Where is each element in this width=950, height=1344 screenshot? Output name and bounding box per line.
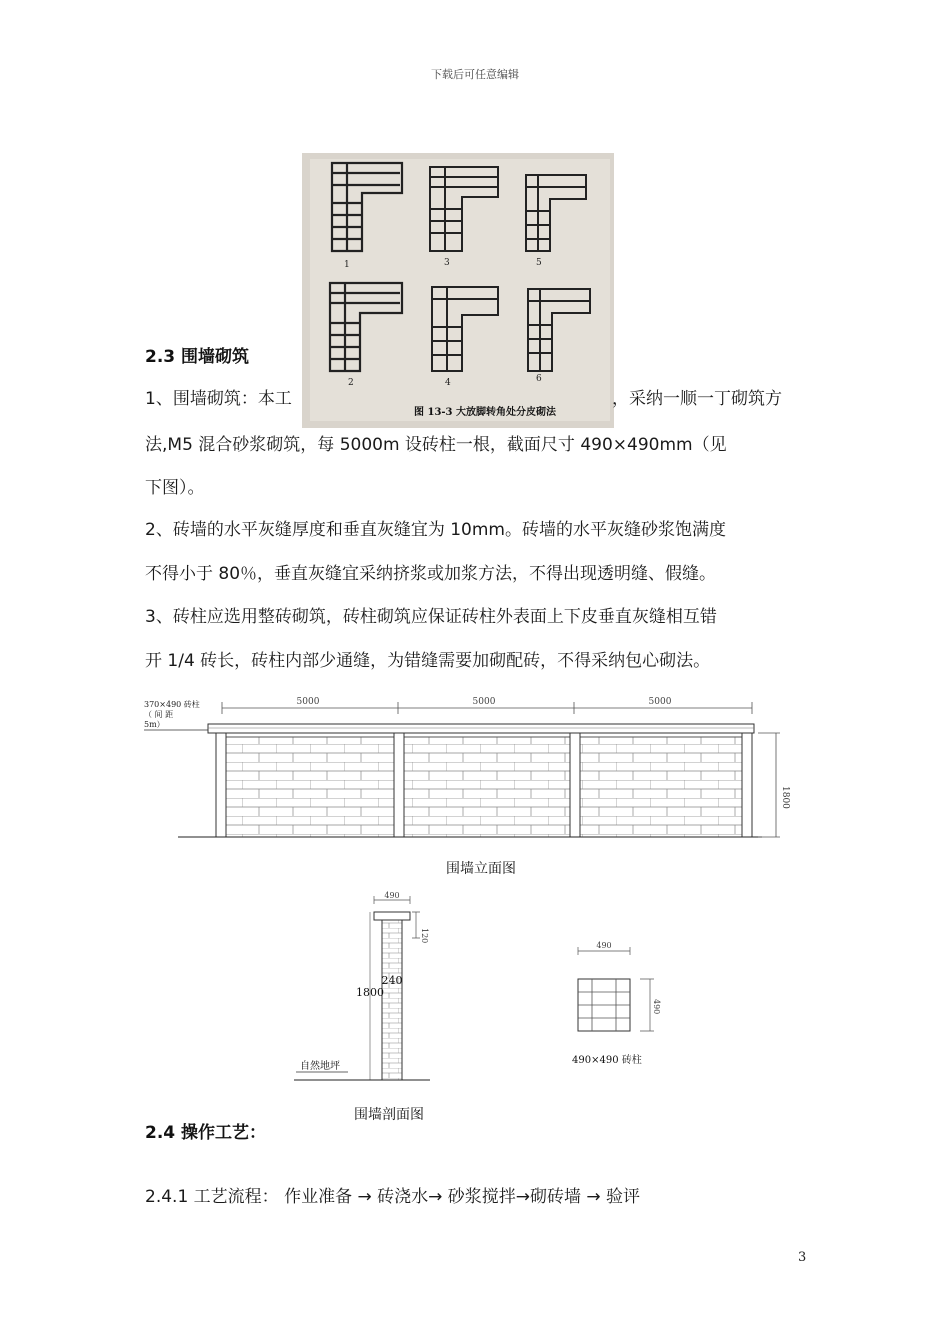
fig-number: 5: [536, 258, 542, 268]
pier-plan-drawing: [570, 935, 680, 1070]
page-number: 3: [798, 1250, 807, 1265]
fig-number: 6: [536, 374, 542, 384]
pier-note: 5m）: [144, 720, 165, 729]
section-height-label: 1800: [356, 986, 384, 999]
wall-elevation-drawing: [140, 690, 810, 850]
ground-label: 自然地坪: [300, 1061, 340, 1072]
scan-figure-caption: 图 13-3 大放脚转角处分皮砌法: [414, 407, 556, 418]
span-dimension: 5000: [296, 697, 320, 707]
paragraph-line: ，采纳一顺一丁砌筑方: [612, 389, 782, 409]
wall-width-label: 240: [381, 974, 403, 987]
wall-section-drawing: [290, 888, 470, 1083]
pier-plan-depth: 490: [652, 999, 661, 1015]
section-caption: 围墙剖面图: [354, 1107, 424, 1123]
top-width-dimension: 490: [384, 891, 400, 900]
pier-note: 370×490 砖柱: [144, 700, 200, 709]
fig-number: 3: [444, 258, 450, 268]
paragraph-line: 开 1/4 砖长，砖柱内部少通缝，为错缝需要加砌配砖，不得采纳包心砌法。: [145, 651, 711, 671]
section-heading-2-4: 2.4 操作工艺：: [145, 1123, 267, 1143]
paragraph-line: 3、砖柱应选用整砖砌筑，砖柱砌筑应保证砖柱外表面上下皮垂直灰缝相互错: [145, 607, 717, 627]
elevation-caption: 围墙立面图: [446, 861, 516, 877]
pier-plan-width: 490: [596, 941, 612, 950]
section-heading-2-3: 2.3 围墙砌筑: [145, 347, 250, 367]
span-dimension: 5000: [648, 697, 672, 707]
paragraph-line: 不得小于 80％，垂直灰缝宜采纳挤浆或加浆方法，不得出现透明缝、假缝。: [145, 564, 717, 584]
fig-number: 4: [445, 378, 451, 388]
paragraph-line: 2、砖墙的水平灰缝厚度和垂直灰缝宜为 10mm。砖墙的水平灰缝砂浆饱满度: [145, 520, 726, 540]
scanned-brick-corner-figure: [302, 153, 614, 428]
page-header-note: 下载后可任意编辑: [431, 68, 519, 81]
fig-number: 1: [344, 260, 350, 270]
pier-note: （ 间 距: [144, 710, 174, 719]
span-dimension: 5000: [472, 697, 496, 707]
paragraph-line: 下图）。: [145, 478, 205, 498]
pier-caption: 490×490 砖柱: [572, 1055, 642, 1066]
height-dimension: 1800: [780, 786, 790, 809]
paragraph-line: 法,M5 混合砂浆砌筑，每 5000m 设砖柱一根，截面尺寸 490×490mm（见: [145, 435, 727, 455]
cap-height-dimension: 120: [420, 928, 429, 944]
process-flow-line: 2.4.1 工艺流程： 作业准备 → 砖浇水→ 砂浆搅拌→砌砖墙 → 验评: [145, 1187, 641, 1207]
fig-number: 2: [348, 378, 354, 388]
paragraph-line: 1、围墙砌筑：本工: [145, 389, 292, 409]
